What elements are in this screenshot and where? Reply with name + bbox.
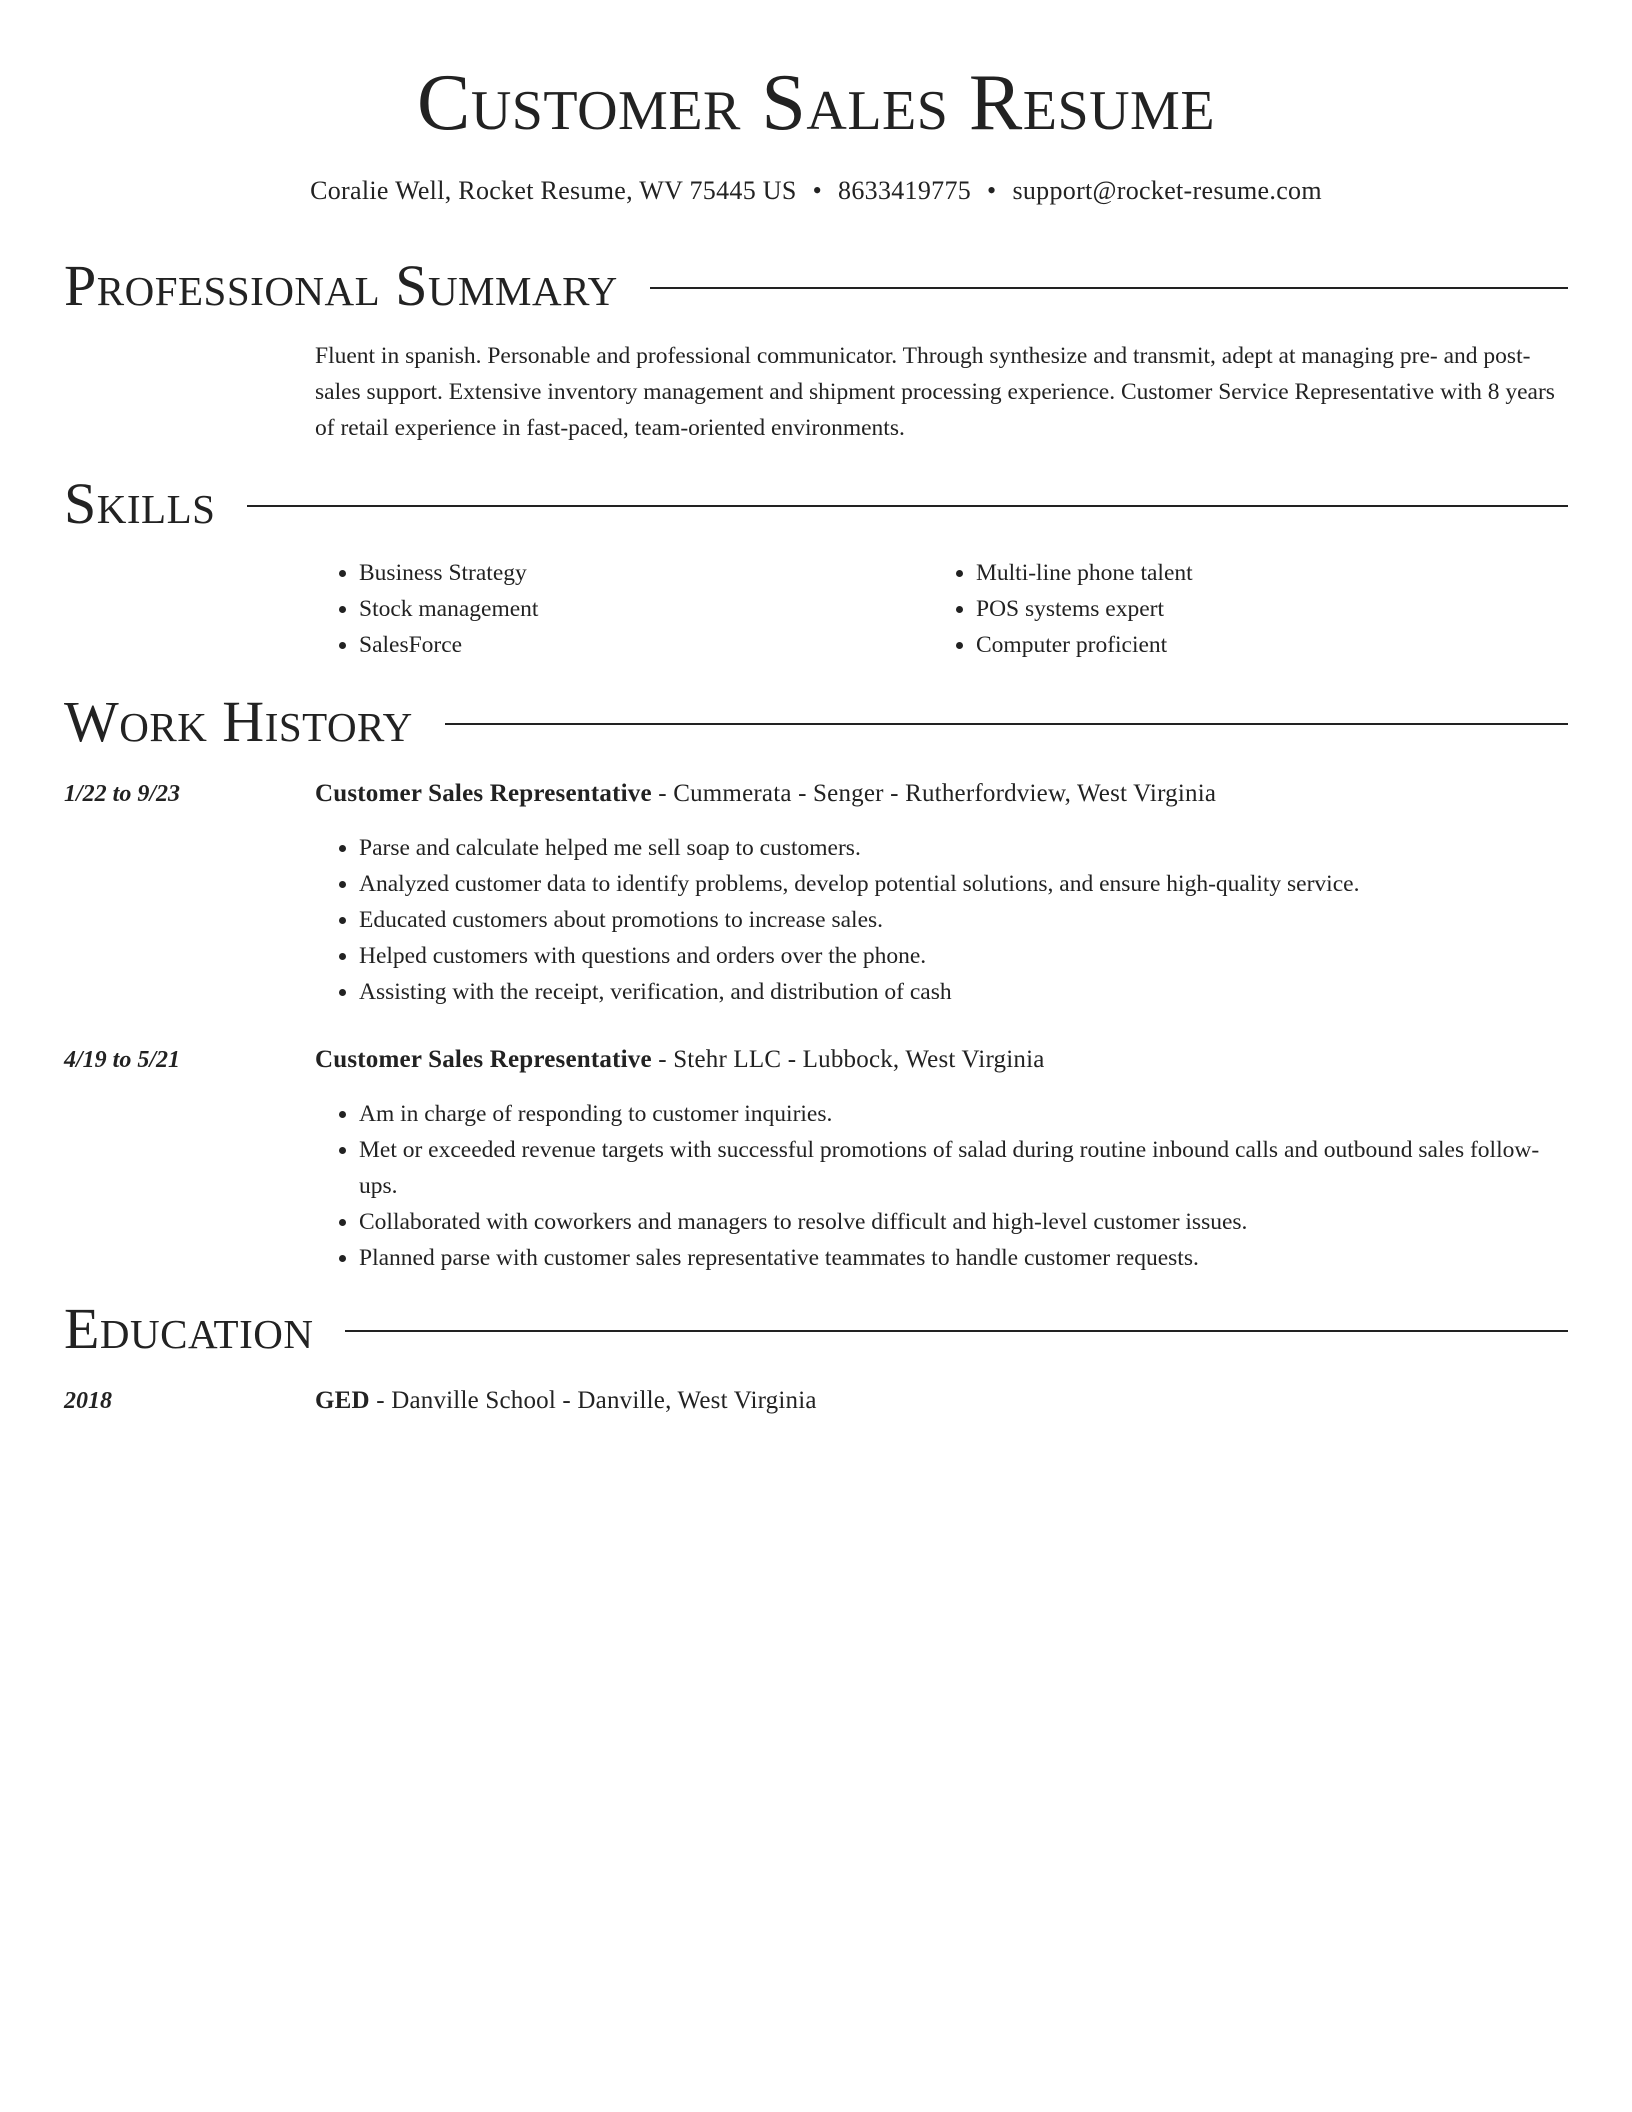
section-divider bbox=[445, 723, 1568, 725]
job-title: Customer Sales Representative bbox=[315, 780, 652, 807]
job-bullet: • Collaborated with coworkers and managers to resolve difficult and high-level customer issues. bbox=[359, 1204, 1568, 1240]
skills-column-left bbox=[315, 555, 932, 663]
section-divider bbox=[650, 287, 1568, 289]
job-bullet: • Am in charge of responding to customer inquiries. bbox=[359, 1096, 1568, 1132]
summary-body bbox=[315, 338, 1568, 446]
skills-column-right bbox=[932, 555, 1549, 663]
job-bullet: • Planned parse with customer sales representative teammates to handle customer requests. bbox=[359, 1240, 1568, 1276]
job-dates: 4/19 to 5/21 bbox=[64, 1047, 181, 1073]
job-heading bbox=[315, 1042, 1568, 1078]
skills-heading: Skills bbox=[64, 471, 216, 536]
contact-email: support@rocket-resume.com bbox=[1012, 176, 1322, 205]
contact-phone: 8633419775 bbox=[838, 176, 972, 205]
job-details: - Cummerata - Senger - Rutherfordview, West Virginia bbox=[651, 780, 1217, 807]
job-bullet: • Parse and calculate helped me sell soap to customers. bbox=[359, 830, 1568, 866]
section-divider bbox=[345, 1330, 1568, 1332]
job-bullet: • Analyzed customer data to identify problems, develop potential solutions, and ensure high-quality service. bbox=[359, 866, 1568, 902]
job-details: - Stehr LLC - Lubbock, West Virginia bbox=[651, 1046, 1045, 1073]
work-section-header bbox=[64, 690, 1568, 754]
section-divider bbox=[247, 505, 1568, 507]
education-degree: GED bbox=[315, 1387, 370, 1414]
contact-address: Coralie Well, Rocket Resume, WV 75445 US bbox=[310, 176, 797, 205]
education-heading-line bbox=[315, 1383, 1568, 1419]
job-title: Customer Sales Representative bbox=[315, 1046, 652, 1073]
contact-separator: • bbox=[812, 176, 823, 205]
job-dates: 1/22 to 9/23 bbox=[64, 781, 181, 807]
skills-section-header bbox=[64, 472, 1568, 536]
work-heading: Work History bbox=[64, 689, 413, 754]
job-bullet: • Educated customers about promotions to increase sales. bbox=[359, 902, 1568, 938]
summary-section-header bbox=[64, 254, 1568, 318]
job-heading bbox=[315, 776, 1568, 812]
education-heading: Education bbox=[64, 1296, 314, 1361]
job-bullet: • Assisting with the receipt, verification, and distribution of cash bbox=[359, 974, 1568, 1010]
job-bullet: • Helped customers with questions and orders over the phone. bbox=[359, 938, 1568, 974]
education-year: 2018 bbox=[64, 1388, 112, 1414]
education-details: - Danville School - Danville, West Virginia bbox=[369, 1387, 817, 1414]
skill-item: • POS systems expert bbox=[976, 591, 1549, 627]
skill-item: • Multi-line phone talent bbox=[976, 555, 1549, 591]
skill-item: • Business Strategy bbox=[359, 555, 932, 591]
skill-item: • Stock management bbox=[359, 591, 932, 627]
contact-separator: • bbox=[987, 176, 997, 205]
summary-text: Fluent in spanish. Personable and professional communicator. Through synthesize and transmit, adept at managing pre- and post-sales support. Extensive inventory management and shipment processing experience. Customer Service Representative with 8 years of retail experience in fast-paced, team-oriented environments. bbox=[315, 343, 1555, 441]
contact-line bbox=[64, 174, 1568, 208]
skills-list bbox=[315, 555, 1568, 663]
job-bullet: • Met or exceeded revenue targets with successful promotions of salad during routine inbound calls and outbound sales follow-ups. bbox=[359, 1132, 1568, 1204]
job-bullets bbox=[315, 1096, 1568, 1276]
resume-page bbox=[64, 0, 1568, 2112]
job-bullets bbox=[315, 830, 1568, 1010]
skill-item: • SalesForce bbox=[359, 627, 932, 663]
summary-heading: Professional Summary bbox=[64, 253, 618, 318]
education-section-header bbox=[64, 1297, 1568, 1361]
resume-title: Customer Sales Resume bbox=[416, 59, 1216, 147]
skill-item: • Computer proficient bbox=[976, 627, 1549, 663]
